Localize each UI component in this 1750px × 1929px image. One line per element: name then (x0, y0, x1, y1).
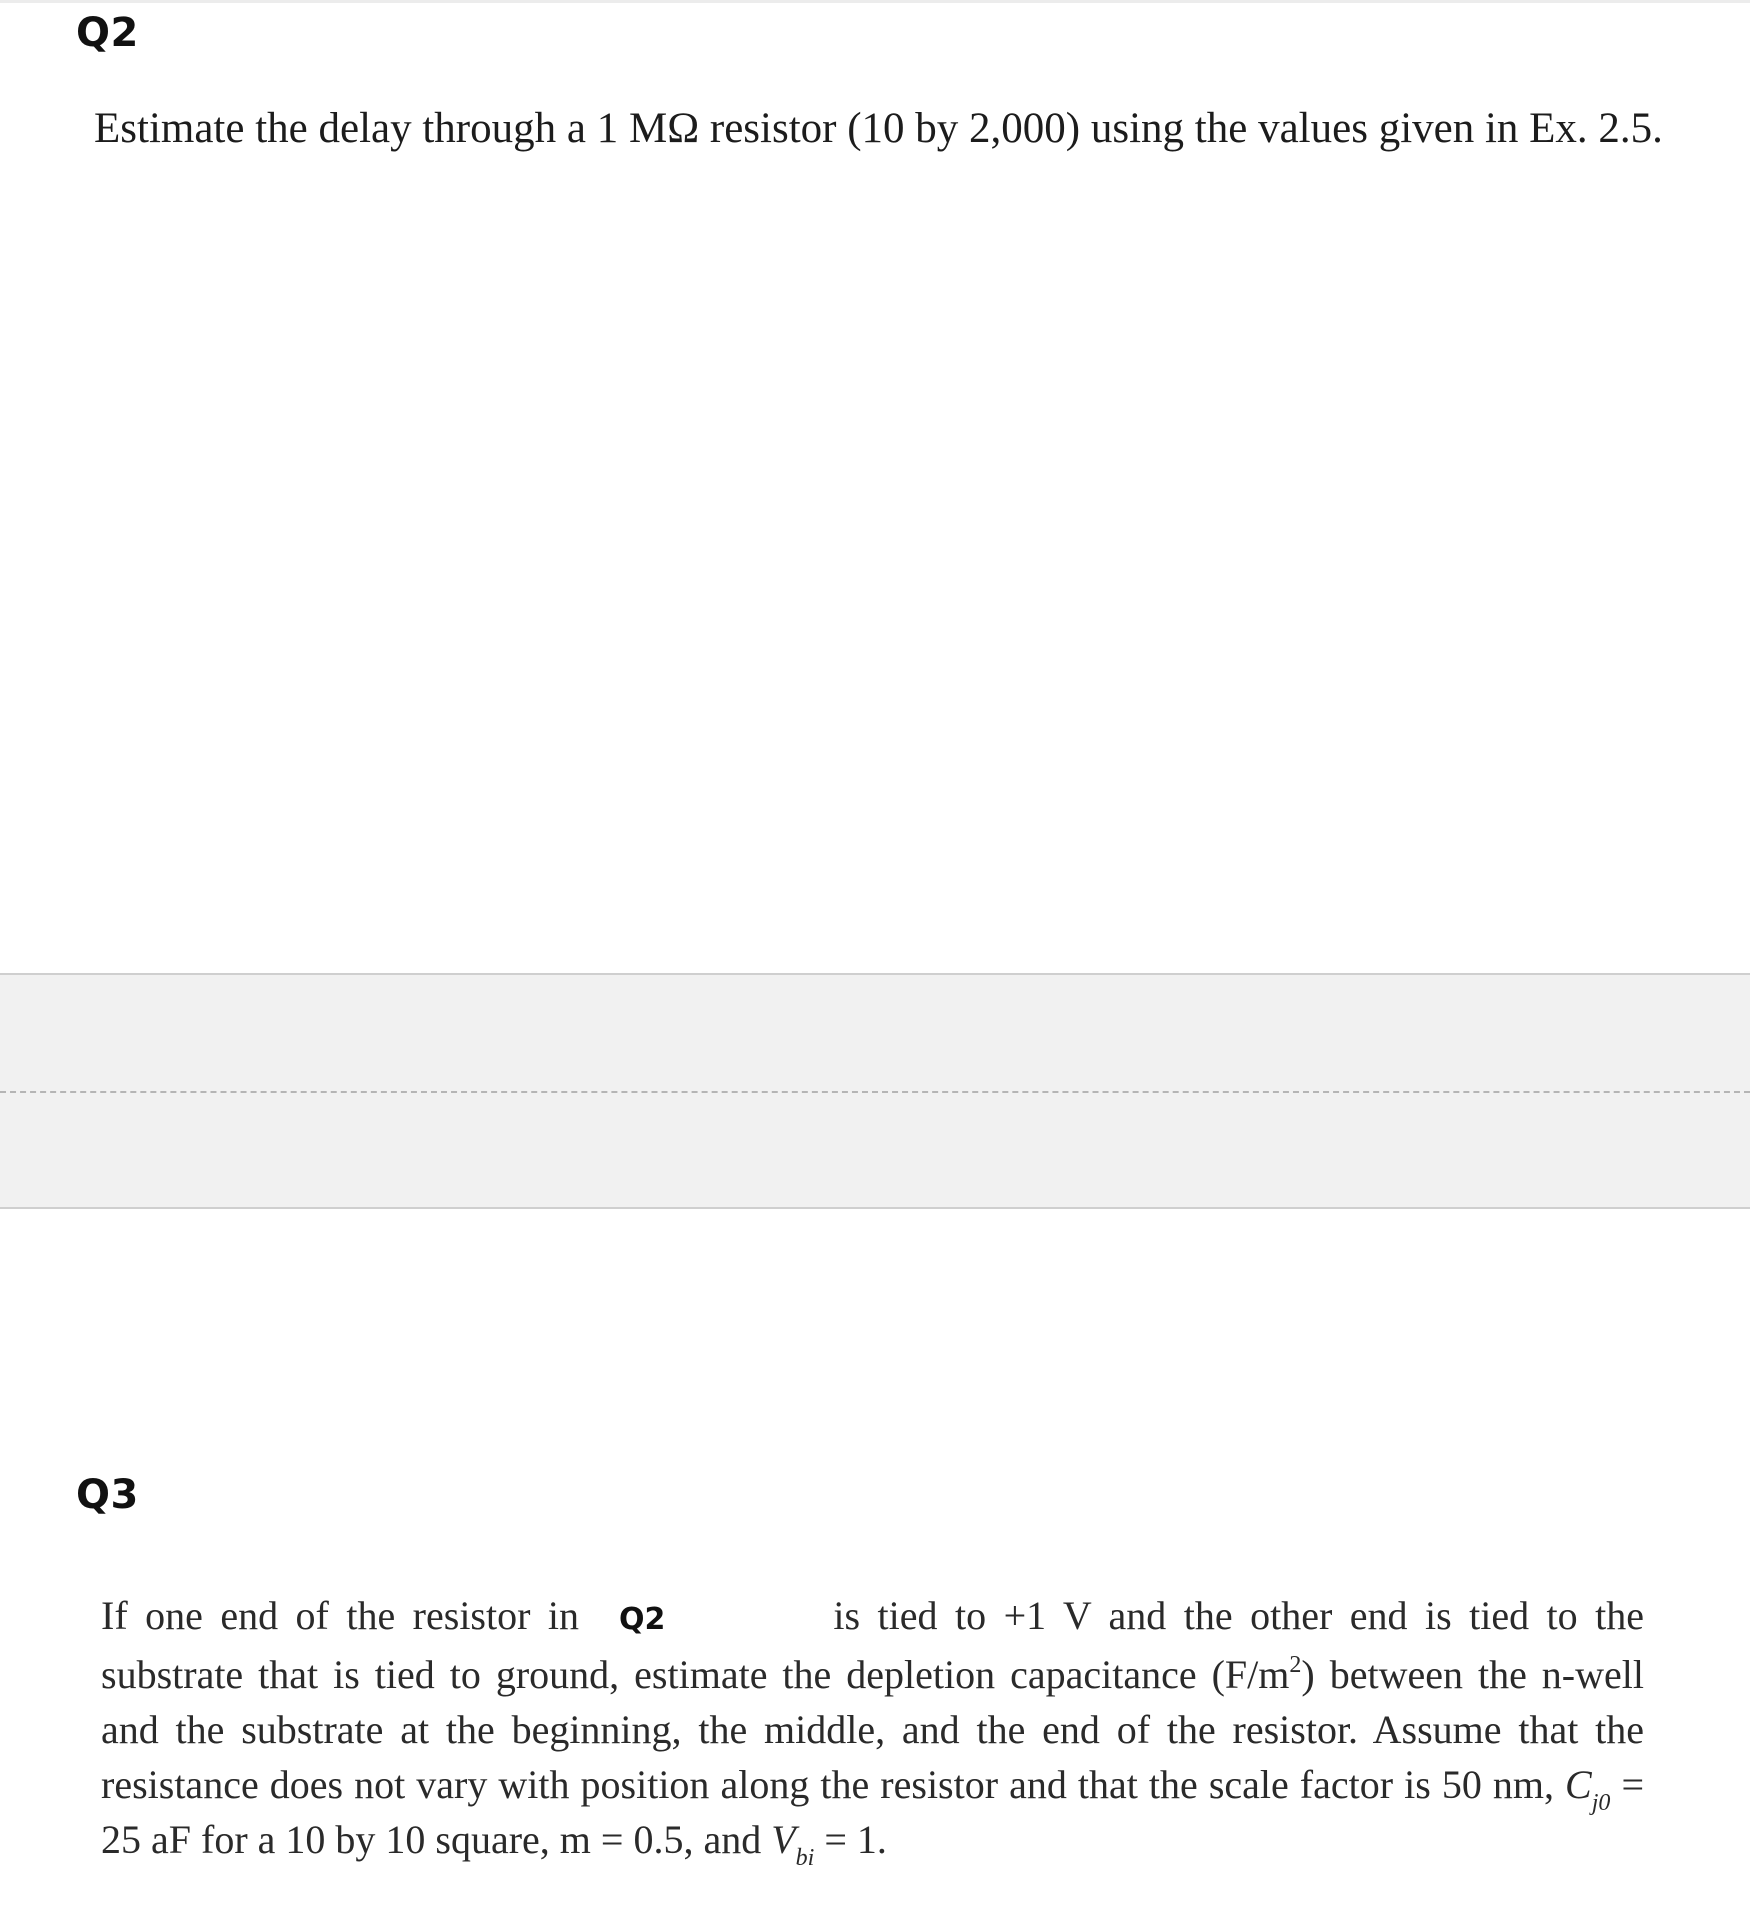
top-divider (0, 0, 1750, 3)
cj0-subscript: j0 (1591, 1790, 1611, 1816)
q3-text-part3: ) between the n-well and the substrate at the beginning, the middle, and the end of the resistor. Assume that the resistance does not vary with position along the resistor and that the scale factor is 50 nm, (101, 1652, 1644, 1807)
question-2-heading: Q2 (76, 10, 139, 56)
cj0-symbol: C (1565, 1762, 1592, 1807)
dashed-divider (0, 1091, 1750, 1093)
q3-text-part5: = 1. (824, 1817, 887, 1862)
q3-text-part1: If one end of the resistor in (101, 1593, 580, 1638)
superscript-exponent: 2 (1289, 1652, 1302, 1678)
vbi-subscript: bi (795, 1845, 815, 1871)
question-3-text (101, 1588, 1645, 1871)
question-3-heading: Q3 (76, 1472, 139, 1518)
q3-text-part2: is tied to +1 V and the other end is tied to the substrate that is tied to ground, estimate the depletion capacitance (F/m (101, 1593, 1644, 1697)
vbi-symbol: V (771, 1817, 796, 1862)
q3-text-part4: = 25 aF for a 10 by 10 square, m = 0.5, and (101, 1762, 1645, 1862)
question-reference-tag: Q2 (619, 1602, 666, 1637)
question-2-text: Estimate the delay through a 1 MΩ resistor (10 by 2,000) using the values given in Ex. 2.5. (94, 105, 1663, 152)
answer-separator (0, 973, 1750, 1209)
